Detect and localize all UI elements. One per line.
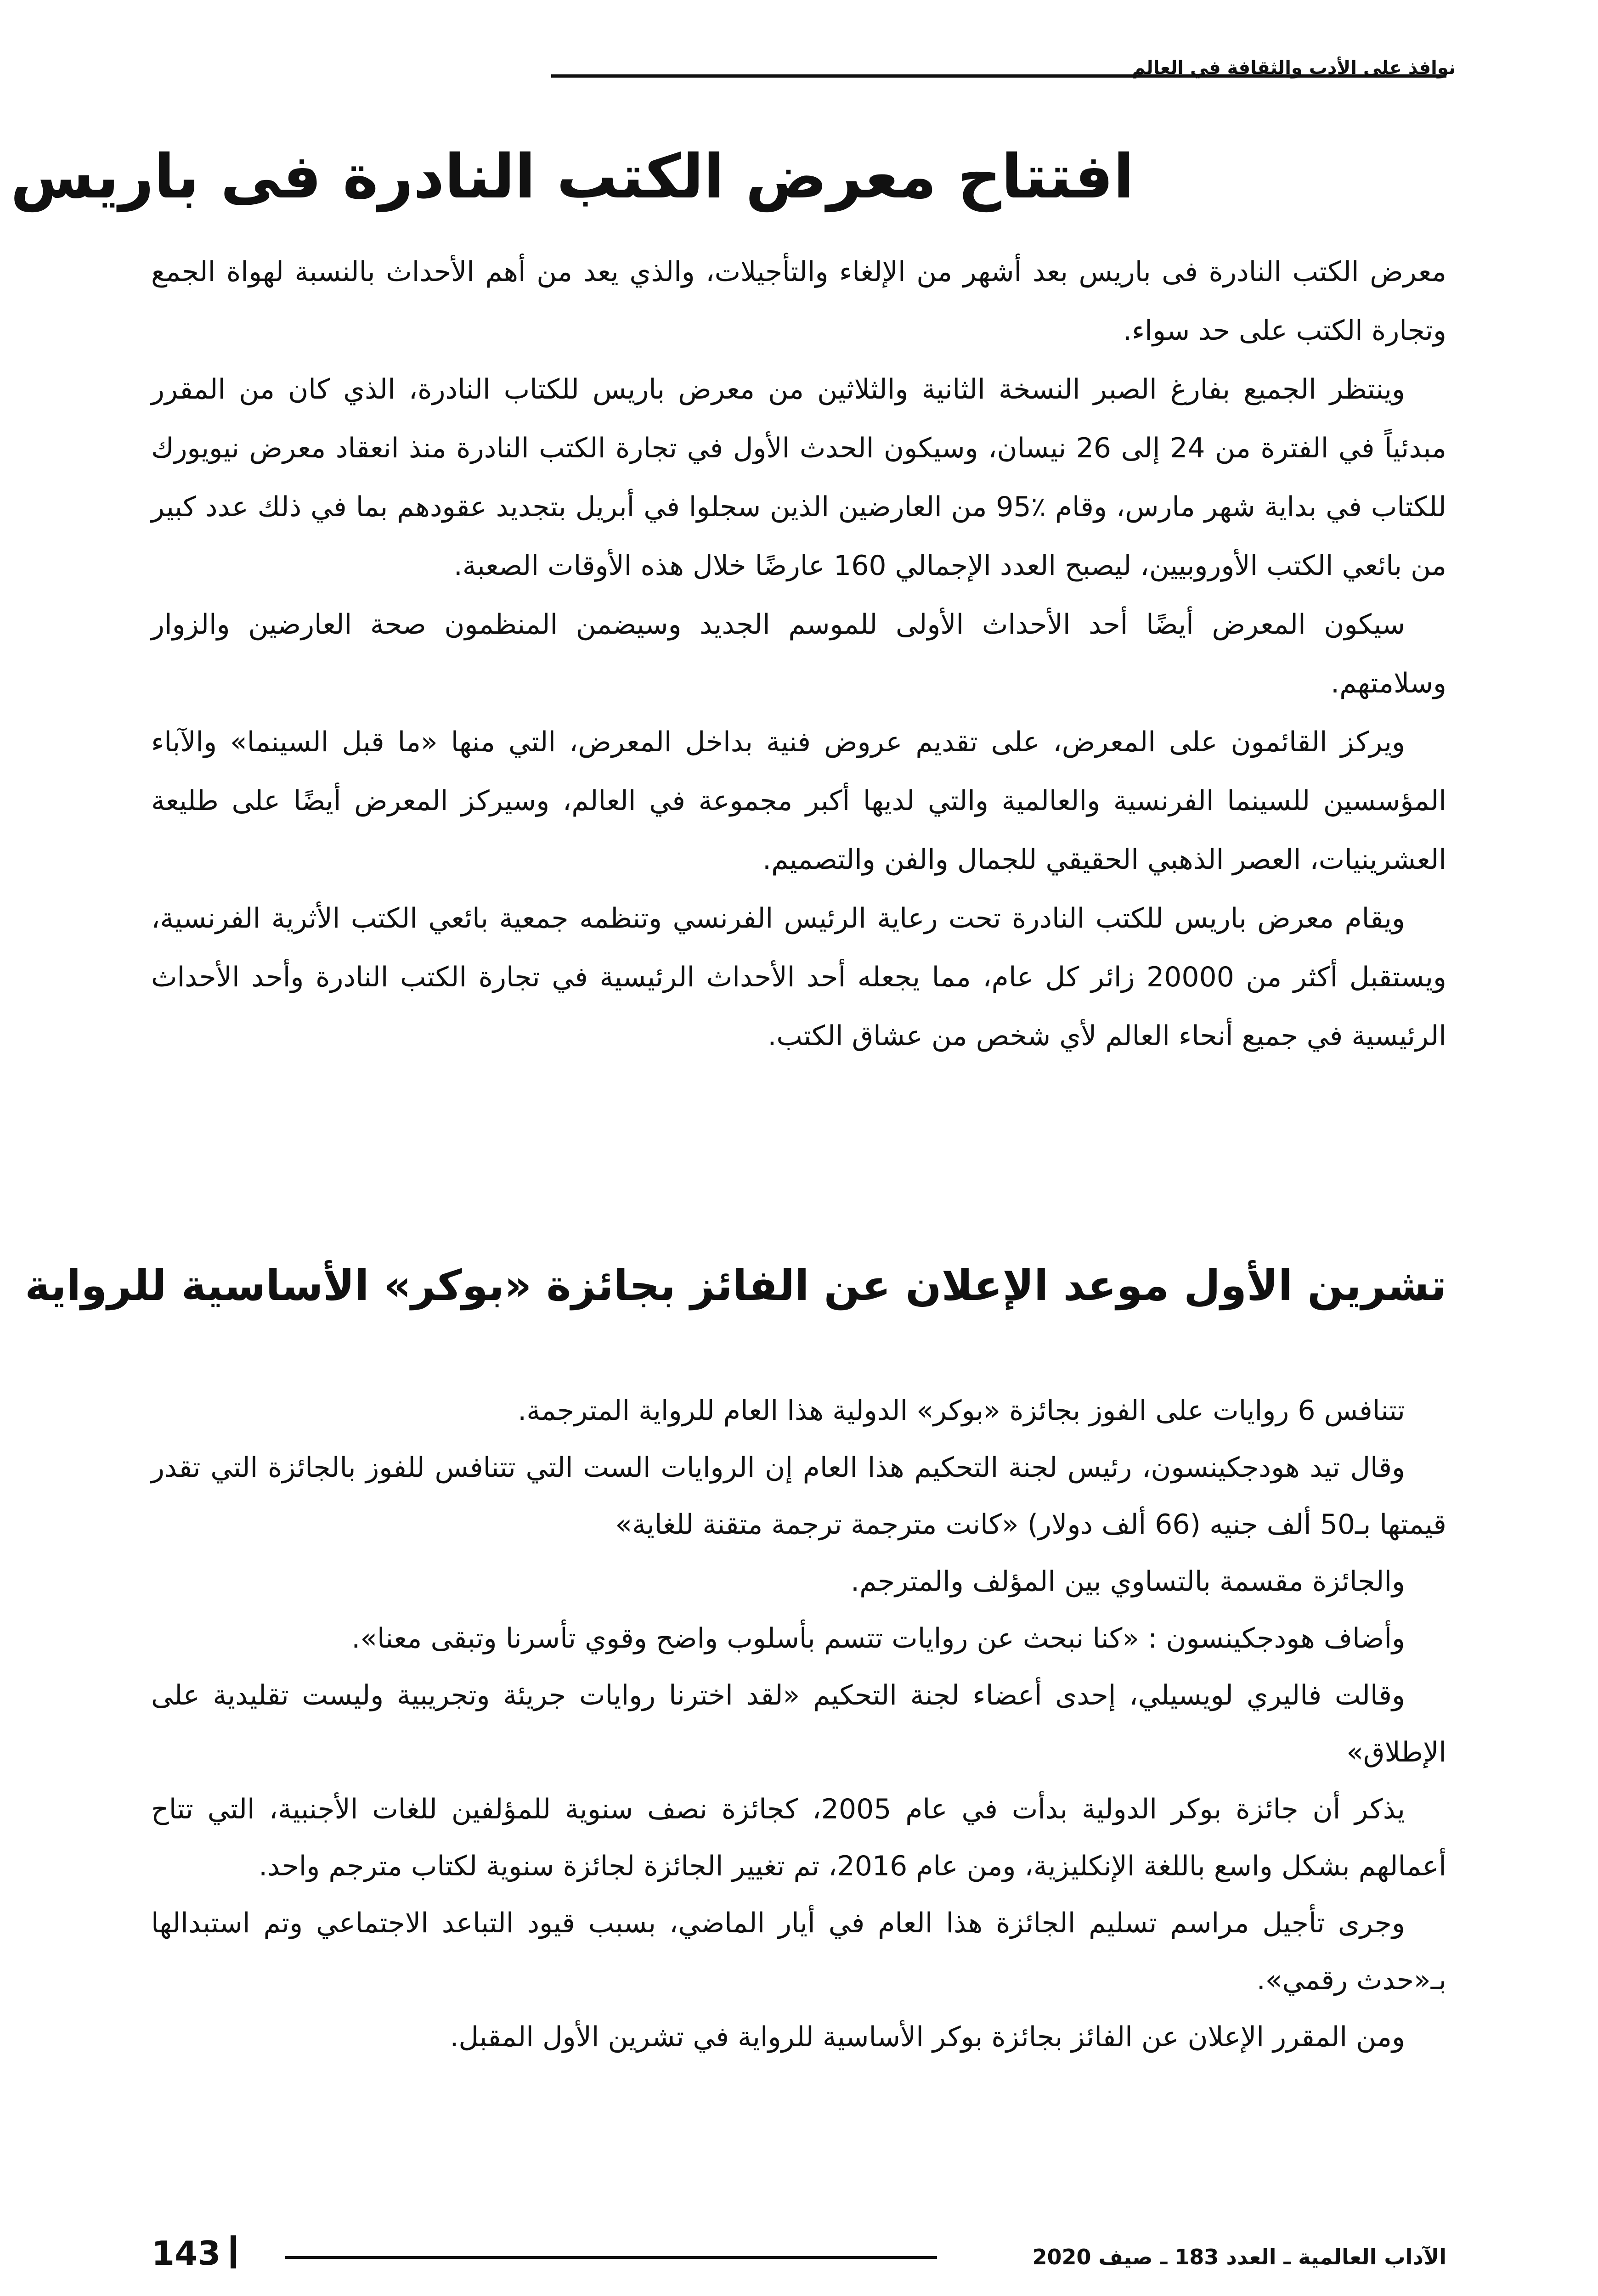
article-1-title: افتتاح معرض الكتب النادرة فى باريس [10,141,1134,212]
article-2-paragraph-4: وأضاف هودجكينسون : «كنا نبحث عن روايات تتسم بأسلوب واضح وقوي تأسرنا وتبقى معنا». [351,1622,1405,1654]
article-1-paragraph-5: ويقام معرض باريس للكتب النادرة تحت رعاية الرئيس الفرنسي وتنظمه جمعية بائعي الكتب الأثرية الفرنسية، ويستقبل أكثر من 20000 زائر كل عام، مما يجعله أحد الأحداث الرئيسية في تجارة الكتب النادرة وأحد الأحداث الرئيسية في جميع أنحاء العالم لأي شخص من عشاق الكتب. [151,902,1446,1052]
article-1-paragraph-2: وينتظر الجميع بفارغ الصبر النسخة الثانية والثلاثين من معرض باريس للكتاب النادرة، الذي كان من المقرر مبدئياً في الفترة من 24 إلى 26 نيسان، وسيكون الحدث الأول في تجارة الكتب النادرة منذ انعقاد معرض نيويورك للكتاب في بداية شهر مارس، وقام ٪95 من العارضين الذين سجلوا في أبريل بتجديد عقودهم بما في ذلك عدد كبير من بائعي الكتب الأوروبيين، ليصبح العدد الإجمالي 160 عارضًا خلال هذه الأوقات الصعبة. [151,373,1446,582]
article-2-title: تشرين الأول موعد الإعلان عن الفائز بجائزة «بوكر» الأساسية للرواية [25,1261,1446,1310]
article-2-paragraph-5: وقالت فاليري لويسيلي، إحدى أعضاء لجنة التحكيم «لقد اخترنا روايات جريئة وتجريبية وليست تقليدية على الإطلاق» [151,1679,1446,1768]
article-1-paragraph-3: سيكون المعرض أيضًا أحد الأحداث الأولى للموسم الجديد وسيضمن المنظمون صحة العارضين والزوار وسلامتهم. [151,608,1446,699]
article-2-paragraph-3: والجائزة مقسمة بالتساوي بين المؤلف والمترجم. [851,1565,1405,1598]
article-1-paragraph-4: ويركز القائمون على المعرض، على تقديم عروض فنية بداخل المعرض، التي منها «ما قبل السينما» والآباء المؤسسين للسينما الفرنسية والعالمية والتي لديها أكبر مجموعة في العالم، وسيركز المعرض أيضًا على طليعة العشرينيات، العصر الذهبي الحقيقي للجمال والفن والتصميم. [151,726,1446,876]
article-2-body [151,1382,1446,2065]
header-rule [551,74,1446,78]
page-number [152,2228,236,2279]
footer-issue-line: الآداب العالمية ـ العدد 183 ـ صيف 2020 [1032,2245,1446,2269]
article-2-paragraph-6: يذكر أن جائزة بوكر الدولية بدأت في عام 2005، كجائزة نصف سنوية للمؤلفين للغات الأجنبية، التي تتاح أعمالهم بشكل واسع باللغة الإنكليزية، ومن عام 2016، تم تغيير الجائزة لجائزة سنوية لكتاب مترجم واحد. [151,1793,1446,1882]
footer-rule [285,2256,937,2259]
article-2-paragraph-1: تتنافس 6 روايات على الفوز بجائزة «بوكر» الدولية هذا العام للرواية المترجمة. [518,1395,1405,1427]
page-number-bar [231,2235,236,2268]
running-title: نوافذ على الأدب والثقافة في العالم [1132,57,1456,79]
article-2-paragraph-7: وجرى تأجيل مراسم تسليم الجائزة هذا العام في أيار الماضي، بسبب قيود التباعد الاجتماعي وتم استبدالها بـ«حدث رقمي». [151,1907,1446,1996]
article-2-paragraph-2: وقال تيد هودجكينسون، رئيس لجنة التحكيم هذا العام إن الروايات الست التي تتنافس للفوز بالجائزة التي تقدر قيمتها بـ50 ألف جنيه (66 ألف دولار) «كانت مترجمة ترجمة متقنة للغاية» [151,1452,1446,1541]
article-1-paragraph-1: معرض الكتب النادرة فى باريس بعد أشهر من الإلغاء والتأجيلات، والذي يعد من أهم الأحداث بالنسبة لهواة الجمع وتجارة الكتب على حد سواء. [151,256,1446,347]
article-1-body [151,242,1446,1065]
page-number-value: 143 [152,2234,221,2273]
article-2-paragraph-8: ومن المقرر الإعلان عن الفائز بجائزة بوكر الأساسية للرواية في تشرين الأول المقبل. [450,2021,1405,2053]
